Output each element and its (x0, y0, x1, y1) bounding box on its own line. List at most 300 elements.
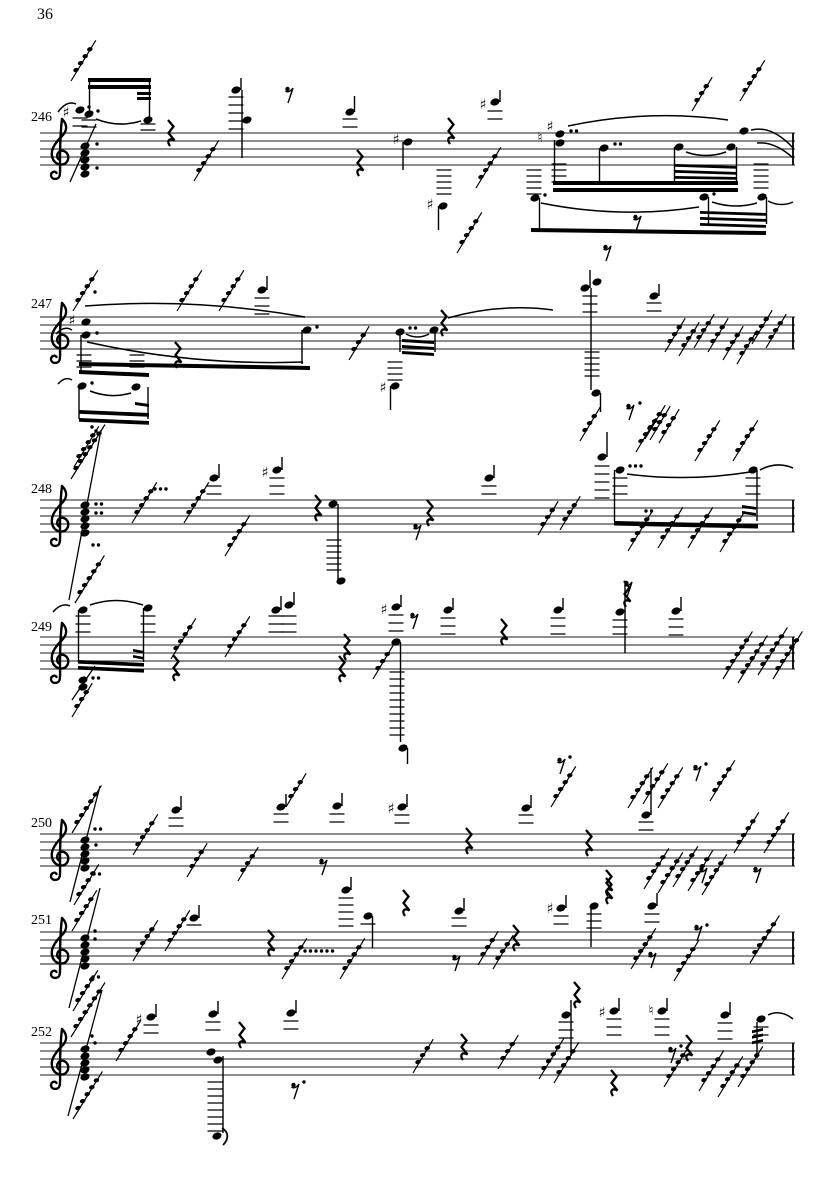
tie-slur (53, 605, 70, 612)
chord-noteheads (79, 1044, 90, 1082)
sharp-accidental (136, 1012, 143, 1028)
augmentation-dots (315, 325, 318, 328)
notehead (640, 810, 651, 820)
svg-text:♮: ♮ (648, 1003, 654, 1019)
sharp-accidental (262, 465, 269, 481)
grace-note-run (718, 1056, 743, 1097)
ledger-lines (527, 170, 542, 194)
svg-text:♯: ♯ (479, 97, 487, 113)
beam (78, 666, 144, 673)
ledger-lines (669, 619, 684, 635)
eighth-rest (557, 758, 565, 774)
notehead (208, 473, 219, 483)
beam (675, 176, 737, 180)
ledger-lines (270, 478, 285, 494)
eighth-rest (693, 765, 701, 781)
notehead (738, 126, 749, 136)
augmentation-dots (93, 290, 96, 293)
grace-note-run (723, 326, 743, 360)
grace-note-run (225, 515, 250, 556)
grace-note-run (758, 627, 787, 675)
tie-slur (768, 1013, 793, 1019)
grace-note-run (551, 766, 576, 807)
eighth-rest (633, 215, 641, 231)
ledger-lines (437, 170, 452, 194)
quarter-rest (239, 1022, 246, 1048)
beam (742, 511, 756, 516)
notehead (285, 1008, 296, 1018)
system-250 (40, 760, 795, 905)
system-251 (40, 867, 795, 1011)
notehead (241, 115, 252, 125)
augmentation-dots (543, 193, 546, 196)
notehead (489, 97, 500, 107)
ledger-lines (343, 119, 358, 127)
tie-slur (760, 465, 793, 470)
eighth-rest (668, 1047, 676, 1063)
notehead (588, 901, 599, 911)
ledger-lines (551, 618, 566, 634)
ledger-lines (645, 914, 660, 922)
quarter-rest (611, 1070, 618, 1096)
augmentation-dots (91, 543, 100, 546)
eighth-rest (291, 1083, 299, 1099)
tie-slur (768, 201, 793, 205)
system-246 (40, 40, 795, 261)
grace-note-run (133, 814, 158, 855)
augmentation-dots (93, 937, 96, 940)
grace-note-run (187, 843, 207, 877)
notehead (402, 137, 413, 147)
grace-note-run (738, 635, 767, 683)
grace-note-run (498, 1035, 518, 1069)
augmentation-dots (408, 326, 417, 329)
augmentation-dots (90, 425, 93, 428)
ledger-lines (389, 615, 404, 631)
sharp-accidental (547, 119, 554, 135)
quarter-rest (461, 1034, 468, 1060)
notehead (554, 129, 565, 139)
svg-text:♯: ♯ (387, 801, 395, 817)
notehead (396, 802, 407, 812)
augmentation-dots (638, 401, 641, 404)
measure-number-251: 251 (31, 913, 52, 928)
natural-accidental (537, 130, 542, 146)
tie-slur (406, 334, 429, 337)
grace-note-run (71, 40, 96, 81)
augmentation-dots (613, 142, 622, 145)
quarter-rest (448, 118, 455, 144)
notehead (725, 142, 736, 152)
ledger-lines (327, 540, 342, 570)
beam (402, 339, 434, 344)
system-249 (40, 581, 802, 774)
augmentation-dots (95, 331, 98, 334)
ledger-lines (718, 1023, 733, 1039)
ledger-lines (595, 466, 610, 498)
notehead (340, 885, 351, 895)
quarter-rest (513, 925, 520, 951)
notehead (453, 906, 464, 916)
quarter-rest (427, 500, 434, 526)
augmentation-dots (704, 762, 707, 765)
beam (88, 78, 151, 82)
measure-number-252: 252 (31, 1025, 52, 1040)
notehead (608, 1006, 619, 1016)
augmentation-dots (93, 1041, 96, 1044)
chord-noteheads (79, 933, 90, 971)
notehead (74, 105, 85, 115)
sharp-accidental (63, 105, 70, 121)
ledger-lines (141, 124, 156, 130)
grace-note-run (737, 330, 757, 364)
grace-note-run (710, 760, 735, 801)
notehead (205, 1047, 216, 1057)
ledger-lines (452, 918, 467, 926)
grace-note-run (219, 270, 244, 311)
tie-slur (686, 152, 726, 156)
svg-text:♯: ♯ (135, 1012, 143, 1028)
ledger-lines (746, 478, 761, 494)
augmentation-dots (95, 166, 98, 169)
notehead (212, 1055, 223, 1065)
system-248 (40, 406, 795, 603)
notehead (648, 291, 659, 301)
quarter-rest (268, 930, 275, 956)
notehead (170, 805, 181, 815)
augmentation-dots (91, 676, 100, 679)
eighth-rest (285, 87, 293, 103)
notehead (271, 465, 282, 475)
sharp-accidental (480, 97, 487, 113)
sharp-accidental (393, 132, 400, 148)
notehead (520, 803, 531, 813)
ledger-lines (587, 914, 602, 928)
ledger-lines (282, 616, 297, 632)
ledger-lines (330, 814, 345, 822)
svg-text:♯: ♯ (392, 132, 400, 148)
augmentation-dots (644, 509, 653, 512)
beam (742, 505, 756, 510)
grace-note-run (674, 940, 699, 981)
quarter-rest (501, 619, 508, 645)
grace-note-run (457, 212, 482, 253)
grace-note-run (282, 938, 307, 979)
grace-note-run (764, 812, 789, 853)
beam (553, 188, 738, 192)
page-number: 36 (37, 6, 53, 23)
notehead (614, 607, 625, 617)
augmentation-dots (302, 1080, 305, 1083)
notehead (670, 606, 681, 616)
notehead (130, 382, 141, 392)
notehead (335, 576, 346, 586)
augmentation-dots (679, 1044, 682, 1047)
beam (700, 211, 766, 216)
notehead (390, 602, 401, 612)
augmentation-dots (94, 511, 103, 514)
ledger-lines (639, 822, 654, 830)
beam (79, 418, 149, 425)
notehead (256, 285, 267, 295)
chord-noteheads (79, 141, 90, 179)
beam (700, 217, 766, 222)
grace-note-run (694, 314, 714, 348)
sharp-accidental (380, 380, 387, 396)
notehead (188, 913, 199, 923)
eighth-rest (699, 867, 707, 883)
grace-note-run (72, 890, 97, 931)
notehead (646, 901, 657, 911)
notehead (207, 1009, 218, 1019)
tie-slur (58, 379, 72, 384)
beam (675, 170, 737, 175)
measure-number-249: 249 (31, 620, 52, 635)
beam (553, 181, 738, 185)
notehead (283, 600, 294, 610)
sharp-accidental (381, 602, 388, 618)
augmentation-dots (94, 843, 97, 846)
notehead (327, 499, 338, 509)
grace-note-run (560, 496, 580, 530)
tie-slur (541, 203, 699, 212)
eighth-rest (452, 955, 460, 971)
svg-text:♯: ♯ (380, 602, 388, 618)
ledger-lines (754, 164, 769, 188)
grace-note-run (413, 1039, 433, 1073)
eighth-rest (648, 952, 656, 968)
beam (700, 223, 766, 228)
grace-note-run (184, 482, 209, 523)
tie-slur (757, 143, 793, 158)
svg-text:♮: ♮ (537, 130, 543, 146)
eighth-rest (694, 925, 702, 941)
grace-note-run (165, 910, 190, 951)
ledger-lines (229, 97, 244, 129)
svg-text:♯: ♯ (546, 901, 554, 917)
ledger-lines (141, 616, 156, 632)
tie-slur (96, 119, 141, 124)
notehead (211, 1131, 222, 1141)
ledger-lines (390, 672, 405, 735)
notehead (555, 903, 566, 913)
grace-note-run (628, 767, 653, 808)
svg-text:♯: ♯ (379, 380, 387, 396)
notehead (560, 1010, 571, 1020)
ledger-lines (583, 296, 598, 312)
notehead (614, 465, 625, 475)
quarter-rest (357, 150, 364, 176)
sharp-accidental (427, 197, 434, 213)
ledger-lines (339, 898, 354, 926)
quarter-rest (173, 655, 180, 681)
grace-note-run (373, 645, 393, 679)
grace-note-run (580, 407, 600, 441)
tie-slur (87, 342, 303, 363)
svg-text:♯: ♯ (261, 465, 269, 481)
ledger-lines (552, 164, 567, 182)
augmentation-dots (93, 929, 96, 932)
notehead (76, 381, 87, 391)
ledger-lines (144, 1025, 159, 1033)
staff-lines (40, 500, 795, 532)
ledger-lines (519, 815, 534, 823)
sharp-accidental (69, 313, 76, 329)
ledger-lines (284, 1021, 299, 1029)
chord-noteheads (79, 500, 90, 538)
ledger-lines (269, 616, 284, 632)
grace-note-run (132, 482, 157, 523)
augmentation-dots (628, 464, 642, 467)
notehead (442, 605, 453, 615)
notehead (145, 1012, 156, 1022)
augmentation-dots (93, 827, 102, 830)
quarter-rest (686, 1035, 693, 1061)
notehead (554, 138, 565, 148)
ledger-lines (647, 303, 662, 311)
augmentation-dots (705, 923, 708, 926)
tie-slur (90, 391, 131, 396)
grace-slash (68, 990, 102, 1116)
beam (135, 402, 149, 407)
system-247 (40, 270, 795, 467)
augmentation-dots (568, 755, 571, 758)
grace-note-run (133, 920, 158, 961)
notehead (230, 85, 241, 95)
ledger-lines (488, 111, 503, 119)
ledger-lines (388, 362, 403, 380)
tie-slur (568, 116, 728, 126)
ledger-lines (207, 486, 222, 494)
grace-note-run (773, 631, 802, 679)
notehead (275, 802, 286, 812)
grace-note-run (708, 318, 728, 352)
grace-note-run (665, 318, 685, 352)
sharp-accidental (388, 801, 395, 817)
notehead (596, 452, 607, 462)
tremolo-beams (752, 1028, 763, 1044)
grace-note-run (538, 501, 558, 535)
tie-slur (85, 303, 305, 317)
svg-text:♯: ♯ (546, 119, 554, 135)
quarter-rest (441, 310, 448, 336)
natural-accidental (648, 1003, 653, 1019)
ledger-lines (655, 1019, 670, 1035)
grace-slash (72, 666, 95, 700)
quarter-rest (574, 982, 581, 1008)
notehead (142, 115, 153, 125)
notehead (552, 605, 563, 615)
grace-note-run (733, 420, 758, 461)
grace-note-run (71, 983, 105, 1038)
beam (402, 351, 434, 356)
notehead (656, 1006, 667, 1016)
grace-note-run (238, 847, 258, 881)
augmentation-dots (95, 142, 98, 145)
svg-text:♯: ♯ (426, 197, 434, 213)
grace-note-run (766, 314, 786, 348)
beam (133, 655, 144, 660)
grace-note-run (688, 507, 713, 548)
augmentation-dots (90, 1034, 93, 1037)
svg-text:♯: ♯ (68, 313, 76, 329)
notehead (483, 473, 494, 483)
ledger-lines (482, 486, 497, 494)
beam (79, 410, 149, 417)
notehead (270, 605, 281, 615)
grace-note-run (75, 555, 104, 603)
svg-text:♯: ♯ (598, 1005, 606, 1021)
augmentation-dots (96, 109, 99, 112)
eighth-rest (319, 859, 327, 875)
ledger-lines (607, 1019, 622, 1035)
sharp-accidental (547, 901, 554, 917)
staff-lines (40, 932, 795, 964)
grace-note-run (723, 631, 752, 679)
augmentation-dots (92, 872, 101, 875)
eighth-rest (603, 245, 611, 261)
ledger-lines (274, 814, 289, 822)
measure-number-247: 247 (31, 297, 52, 312)
grace-note-run (679, 322, 699, 356)
ledger-lines (395, 815, 410, 823)
tie-slur (90, 601, 143, 606)
ledger-lines (441, 618, 456, 634)
augmentation-dots (153, 487, 167, 490)
chord-noteheads (79, 835, 90, 873)
quarter-rest (403, 890, 410, 916)
grace-note-run (692, 77, 712, 111)
measure-number-250: 250 (31, 816, 52, 831)
measure-number-246: 246 (31, 110, 52, 125)
notehead (83, 109, 94, 119)
augmentation-dots (94, 502, 103, 505)
grace-note-run (752, 310, 772, 344)
grace-note-run (476, 147, 501, 188)
tie-slur (712, 202, 757, 206)
grace-note-run (734, 812, 759, 853)
ledger-lines (554, 916, 569, 924)
staff-lines (40, 637, 795, 669)
grace-note-run (349, 326, 369, 360)
ledger-lines (208, 1082, 223, 1131)
augmentation-dots (569, 129, 578, 132)
augmentation-dots (303, 949, 334, 952)
eighth-rest (410, 613, 418, 629)
svg-text:♯: ♯ (62, 105, 70, 121)
sharp-accidental (599, 1005, 606, 1021)
ledger-lines (585, 352, 600, 376)
grace-note-run (695, 420, 720, 461)
notehead (591, 277, 602, 287)
eighth-rest (626, 404, 634, 420)
tie-slur (627, 472, 750, 478)
notehead (331, 801, 342, 811)
ledger-lines (169, 818, 184, 826)
staff-lines (40, 834, 795, 866)
grace-note-run (699, 1050, 724, 1091)
grace-note-run (740, 60, 765, 101)
notehead (579, 283, 590, 293)
grace-note-run (194, 140, 219, 181)
augmentation-dots (712, 192, 715, 195)
ledger-lines (73, 118, 88, 126)
notehead (719, 1010, 730, 1020)
ledger-lines (206, 1022, 221, 1030)
quarter-rest (344, 634, 351, 660)
measure-number-248: 248 (31, 482, 52, 497)
beam (88, 85, 151, 89)
